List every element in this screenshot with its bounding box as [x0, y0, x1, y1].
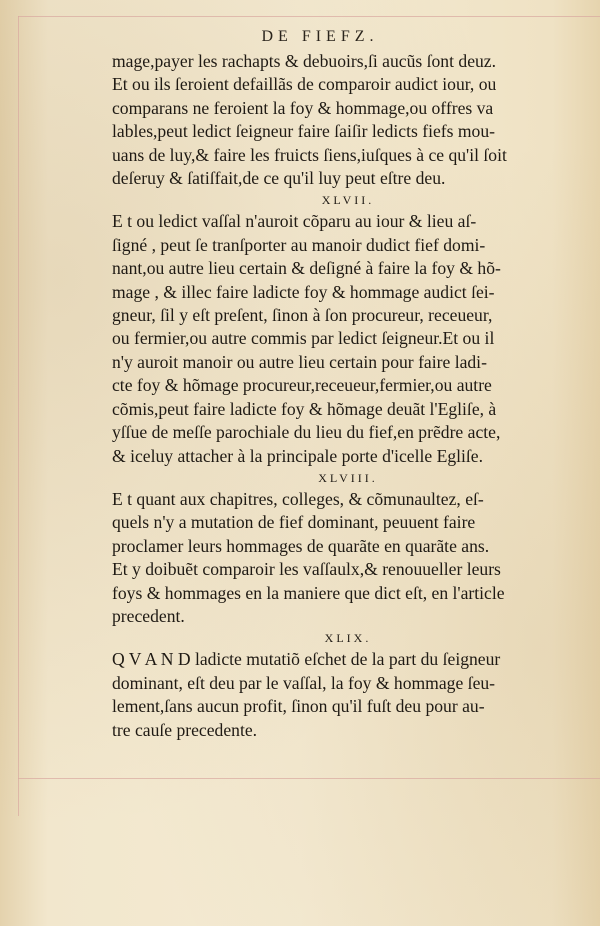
page-border-left: [18, 16, 19, 816]
text-line: lement,ſans aucun profit, ſinon qu'il fuſt deu pour au-: [112, 696, 485, 717]
running-title: DE FIEFZ.: [261, 28, 379, 45]
article-number-sec49: XLIX.: [324, 631, 372, 646]
article-number-sec47: XLVII.: [321, 193, 375, 208]
text-line: lables,peut ledict ſeigneur faire ſaiſir ledicts fiefs mou-: [112, 121, 496, 142]
text-line: Et y doibuẽt comparoir les vaſſaulx,& renouueller leurs: [112, 559, 501, 580]
running-header: [0, 28, 600, 46]
text-line: yſſue de meſſe parochiale du lieu du fief,en prẽdre acte,: [112, 422, 501, 443]
article-number-sec48: XLVIII.: [318, 470, 378, 485]
text-line: deſeruy & ſatiſfait,de ce qu'il luy peut eſtre deu.: [112, 168, 446, 189]
text-line: comparans ne feroient la foy & hommage,ou offres va: [112, 97, 494, 118]
text-line: proclamer leurs hommages de quarãte en quarãte ans.: [112, 535, 490, 556]
text-line: cte foy & hõmage procureur,receueur,fermier,ou autre: [112, 375, 492, 396]
text-line: E t quant aux chapitres, colleges, & cõmunaultez, eſ-: [112, 488, 484, 509]
text-line: n'y auroit manoir ou autre lieu certain pour faire ladi-: [112, 351, 487, 372]
text-line: gneur, ſil y eſt preſent, ſinon à ſon procureur, receueur,: [112, 305, 493, 326]
paragraph-para0: [112, 50, 564, 190]
text-line: nant,ou autre lieu certain & deſigné à faire la foy & hõ-: [112, 258, 501, 279]
page-border-top: [18, 16, 600, 17]
text-line: uans de luy,& faire les fruicts ſiens,iuſques à ce qu'il ſoit: [112, 144, 507, 165]
text-line: foys & hommages en la maniere que dict eſt, en l'article: [112, 582, 505, 603]
text-line: ſigné , peut ſe tranſporter au manoir dudict fief domi-: [112, 234, 486, 255]
text-line: tre cauſe precedente.: [112, 719, 258, 740]
text-line: Et ou ils ſeroient defaillãs de comparoir audict iour, ou: [112, 74, 497, 95]
text-line: ou fermier,ou autre commis par ledict ſeigneur.Et ou il: [112, 328, 495, 349]
page-border-bottom: [18, 778, 600, 779]
text-line: mage,payer les rachapts & debuoirs,ſi aucũs ſont deuz.: [112, 51, 497, 71]
text-line: mage , & illec faire ladicte foy & hommage audict ſei-: [112, 281, 495, 302]
paragraph-para48: [112, 488, 564, 628]
page-body: [112, 50, 564, 742]
text-line: & iceluy attacher à la principale porte d'icelle Egliſe.: [112, 445, 483, 466]
text-line: quels n'y a mutation de fief dominant, peuuent faire: [112, 512, 476, 533]
paragraph-para47: [112, 210, 564, 467]
text-line: dominant, eſt deu par le vaſſal, la foy & hommage ſeu-: [112, 672, 496, 693]
text-line: cõmis,peut faire ladicte foy & hõmage deuãt l'Egliſe, à: [112, 398, 497, 419]
text-line: precedent.: [112, 605, 185, 626]
text-line: Q V A N D ladicte mutatiõ eſchet de la part du ſeigneur: [112, 649, 501, 670]
paragraph-para49: [112, 648, 564, 742]
text-line: E t ou ledict vaſſal n'auroit cõparu au iour & lieu aſ-: [112, 211, 477, 232]
